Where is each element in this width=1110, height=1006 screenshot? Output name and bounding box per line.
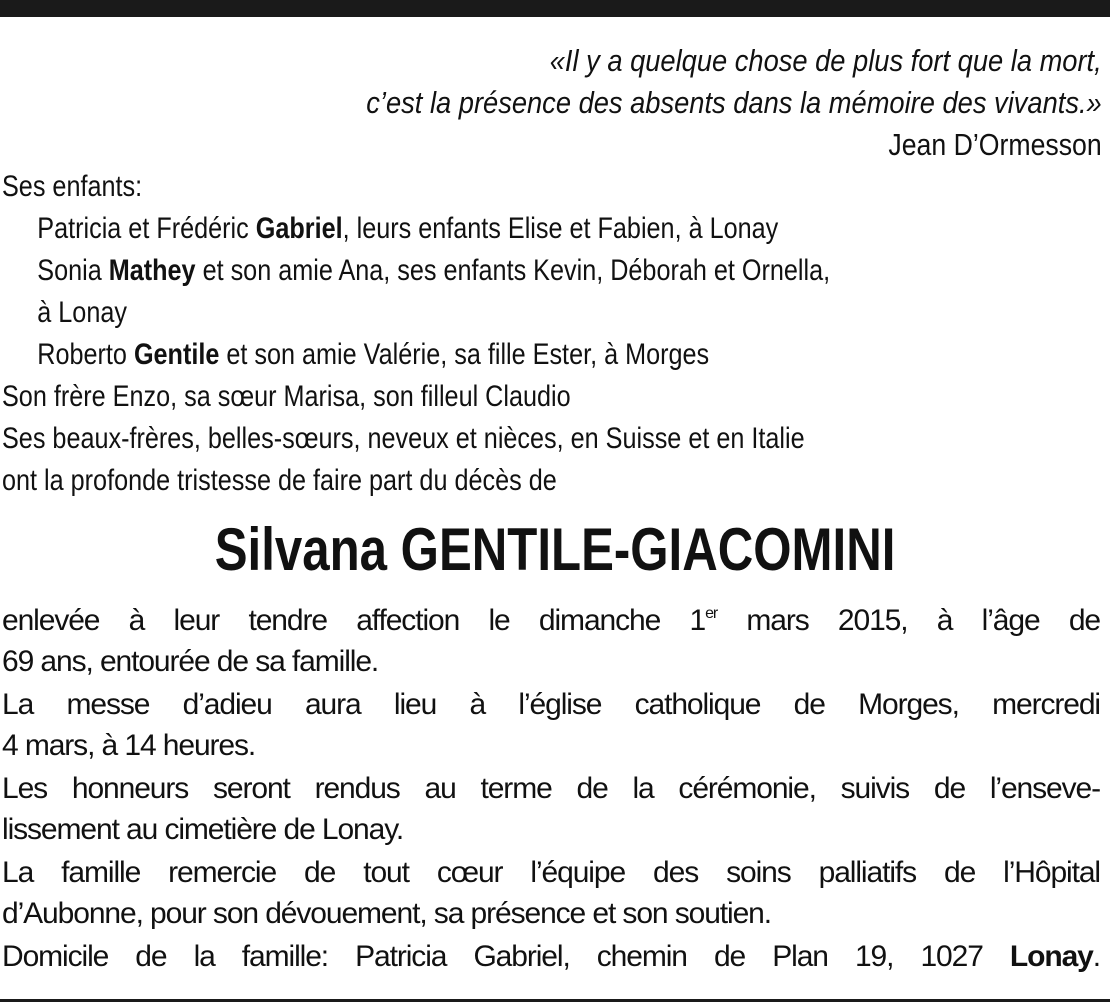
deceased-name: Silvana GENTILE-GIACOMINI bbox=[214, 516, 896, 583]
inlaws-line: Ses beaux-frères, belles-sœurs, neveux et nièces, en Suisse et en Italie bbox=[2, 422, 805, 455]
thanks-line-2: d’Aubonne, pour son dévouement, sa présence et son soutien. bbox=[2, 897, 772, 930]
quote-author: Jean D’Ormesson bbox=[888, 127, 1102, 162]
honours-line-1: Les honneurs seront rendus au terme de la cérémonie, suivis de l’enseve- bbox=[2, 772, 1100, 805]
announcement-line: ont la profonde tristesse de faire part du décès de bbox=[2, 464, 557, 497]
family-address-line: Domicile de la famille: Patricia Gabriel, chemin de Plan 19, 1027 Lonay. bbox=[2, 940, 1100, 973]
surname-mathey: Mathey bbox=[108, 254, 196, 287]
age-line: 69 ans, entourée de sa famille. bbox=[2, 645, 379, 678]
death-date-line: enlevée à leur tendre affection le dimanche 1er mars 2015, à l’âge de bbox=[2, 604, 1101, 637]
child-entry-mathey: Sonia Mathey et son amie Ana, ses enfants Kevin, Déborah et Ornella, bbox=[37, 254, 831, 287]
mass-line-1: La messe d’adieu aura lieu à l’église catholique de Morges, mercredi bbox=[2, 688, 1100, 721]
child-entry-mathey-cont: à Lonay bbox=[37, 296, 127, 329]
address-town: Lonay bbox=[1009, 940, 1093, 973]
honours-line-2: lissement au cimetière de Lonay. bbox=[2, 813, 404, 846]
epigraph-quote bbox=[266, 40, 1102, 166]
quote-line-1: «Il y a quelque chose de plus fort que la mort, bbox=[550, 43, 1102, 78]
notice-body bbox=[2, 600, 1100, 977]
mass-line-2: 4 mars, à 14 heures. bbox=[2, 729, 256, 762]
siblings-line: Son frère Enzo, sa sœur Marisa, son filleul Claudio bbox=[2, 380, 571, 413]
quote-line-2: c’est la présence des absents dans la mémoire des vivants.» bbox=[366, 85, 1102, 120]
child-entry-gabriel: Patricia et Frédéric Gabriel, leurs enfants Elise et Fabien, à Lonay bbox=[37, 212, 779, 245]
surname-gabriel: Gabriel bbox=[255, 212, 343, 245]
children-heading: Ses enfants: bbox=[2, 170, 143, 203]
top-rule bbox=[0, 0, 1110, 17]
thanks-line-1: La famille remercie de tout cœur l’équipe des soins palliatifs de l’Hôpital bbox=[2, 856, 1100, 889]
surname-gentile: Gentile bbox=[133, 338, 220, 371]
bottom-rule bbox=[0, 999, 1110, 1002]
child-entry-gentile: Roberto Gentile et son amie Valérie, sa fille Ester, à Morges bbox=[37, 338, 710, 371]
family-list bbox=[2, 166, 830, 502]
